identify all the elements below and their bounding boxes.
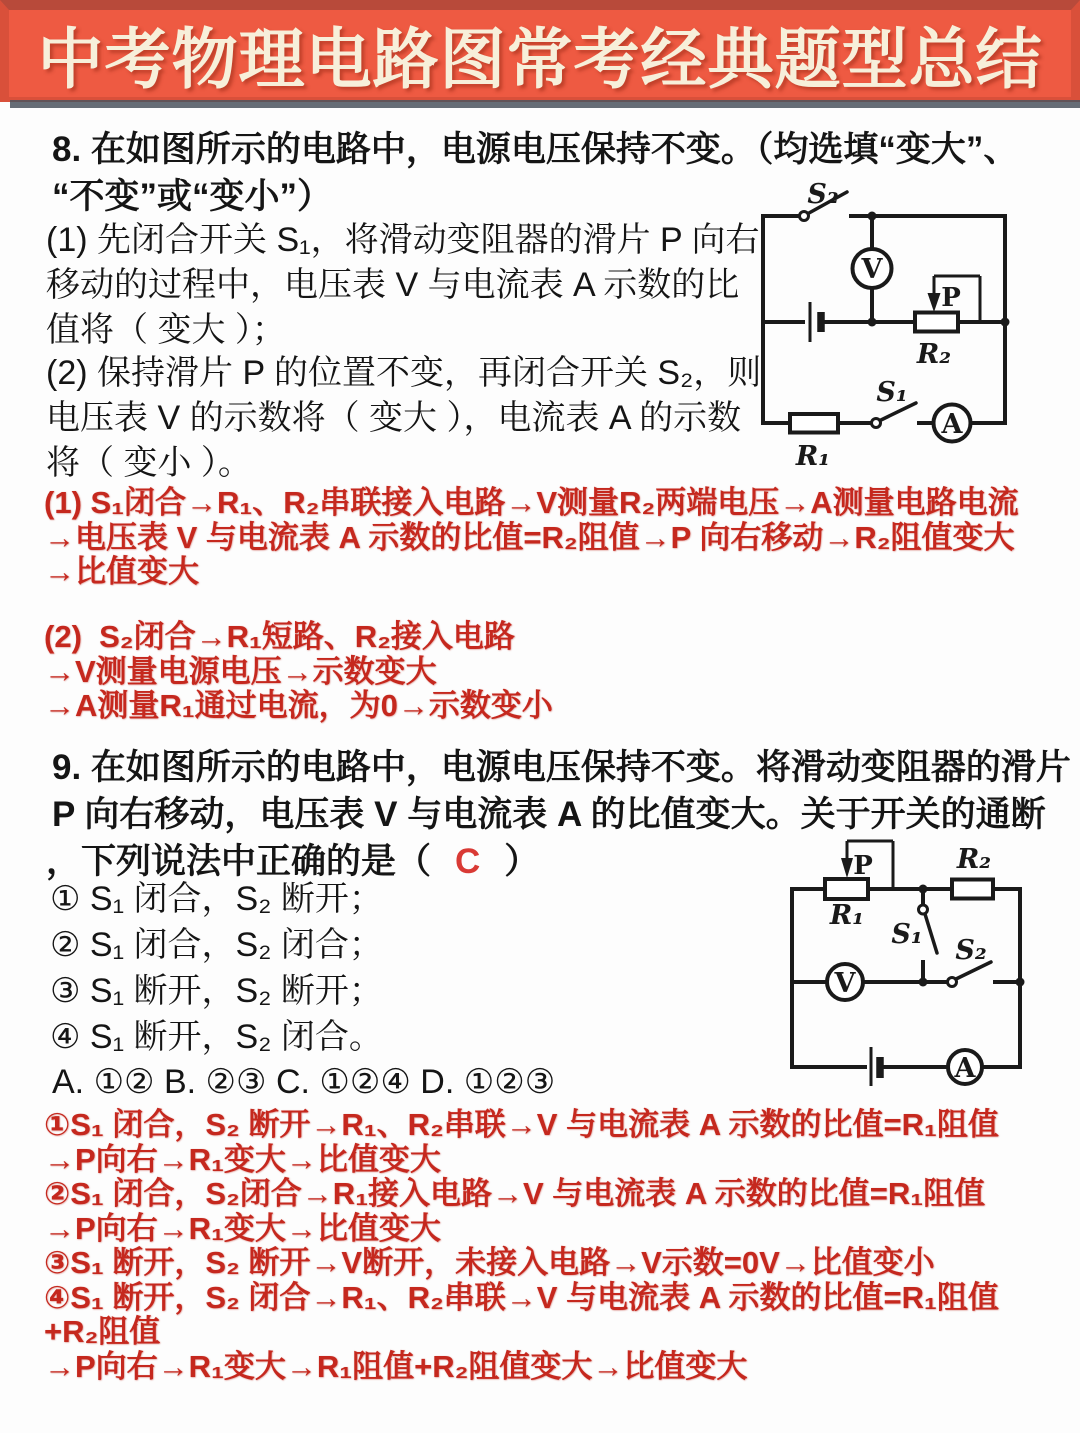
text-line: →A测量R₁通过电流，为0→示数变小: [44, 688, 553, 723]
text-line: +R₂阻值: [44, 1314, 161, 1349]
question-8-answer-2: [44, 620, 553, 724]
text-line: ③S₁ 断开，S₂ 断开→V断开，未接入电路→V示数=0V→比值变小: [44, 1245, 935, 1280]
answer-line-suffix: ）: [504, 842, 540, 881]
switch-s2-label: S₂: [955, 935, 987, 966]
text-line: 9. 在如图所示的电路中，电源电压保持不变。将滑动变阻器的滑片: [52, 748, 1071, 787]
text-line: ② S₁ 闭合，S₂ 闭合；: [50, 926, 383, 964]
switch-s1-label: S₁: [876, 377, 908, 408]
slider-p-label: P: [941, 283, 961, 313]
resistor-r1: [790, 414, 838, 433]
header-banner: [0, 0, 1080, 102]
text-line: (2) S₂闭合→R₁短路、R₂接入电路: [44, 619, 515, 654]
text-line: ②S₁ 闭合，S₂闭合→R₁接入电路→V 与电流表 A 示数的比值=R₁阻值: [44, 1176, 986, 1211]
text-line: P 向右移动，电压表 V 与电流表 A 的比值变大。关于开关的通断: [52, 795, 1046, 834]
junction-dot: [1001, 318, 1010, 327]
svg-text:V: V: [861, 254, 883, 285]
question-8-answer-1: [44, 486, 1019, 590]
voltmeter-icon: [827, 964, 863, 1000]
text-line: (2) 保持滑片 P 的位置不变，再闭合开关 S₂，则: [46, 354, 762, 392]
text-line: →电压表 V 与电流表 A 示数的比值=R₂阻值→P 向右移动→R₂阻值变大: [44, 519, 1015, 555]
text-line: →V测量电源电压→示数变大: [44, 653, 437, 689]
question-9-choices: A. ①② B. ②③ C. ①②④ D. ①②③: [52, 1063, 556, 1101]
text-line: ① S₁ 闭合，S₂ 断开；: [50, 880, 383, 918]
text-line: “不变”或“变小”）: [52, 177, 333, 216]
svg-text:A: A: [954, 1053, 976, 1084]
rheostat-r1-label: R₁: [829, 900, 865, 931]
question-8-part1: [46, 218, 760, 353]
text-line: →比值变大: [44, 554, 199, 589]
text-line: 移动的过程中，电压表 V 与电流表 A 示数的比: [46, 266, 740, 304]
resistor-r1-label: R₁: [795, 441, 831, 472]
battery-icon: [810, 302, 821, 342]
question-9-options: [50, 876, 383, 1060]
svg-text:V: V: [834, 968, 856, 999]
text-line: ③ S₁ 断开，S₂ 断开；: [50, 972, 383, 1010]
text-line: 值将（ 变大 ）；: [46, 311, 286, 349]
text-line: →P向右→R₁变大→比值变大: [44, 1141, 441, 1177]
text-line: →P向右→R₁变大→R₁阻值+R₂阻值变大→比值变大: [44, 1348, 748, 1384]
text-line: ④S₁ 断开，S₂ 闭合→R₁、R₂串联→V 与电流表 A 示数的比值=R₁阻值: [44, 1279, 999, 1315]
ammeter-icon: [934, 405, 971, 442]
text-line: (1) S₁闭合→R₁、R₂串联接入电路→V测量R₂两端电压→A测量电路电流: [44, 485, 1019, 520]
banner-shadow-strip: [10, 100, 1080, 108]
ammeter-icon: [948, 1050, 982, 1084]
voltmeter-icon: [853, 212, 892, 327]
resistor-r2: [952, 880, 993, 899]
question-8-part2: [46, 351, 761, 486]
resistor-r2-label: R₂: [956, 844, 992, 875]
answer-line-prefix: ，下列说法中正确的是（: [46, 842, 432, 881]
circuit-diagram-q9: [785, 833, 1025, 1091]
page-title: 中考物理电路图常考经典题型总结: [37, 22, 1043, 96]
text-line: →P向右→R₁变大→比值变大: [44, 1210, 441, 1246]
switch-s1-label: S₁: [891, 919, 923, 950]
battery-icon: [871, 1047, 880, 1086]
circuit-diagram-q8: [755, 165, 1017, 477]
question-9-stem: [52, 744, 1071, 838]
text-line: 电压表 V 的示数将（ 变大 ），电流表 A 的示数: [46, 399, 742, 437]
slider-p-label: P: [853, 851, 873, 881]
switch-s2-label: S₂: [807, 179, 839, 210]
text-line: ①S₁ 闭合，S₂ 断开→R₁、R₂串联→V 与电流表 A 示数的比值=R₁阻值: [44, 1107, 999, 1142]
svg-text:A: A: [941, 409, 963, 440]
question-9-answer: [44, 1108, 999, 1384]
text-line: 8. 在如图所示的电路中，电源电压保持不变。（均选填“变大”、: [52, 130, 1019, 169]
answer-letter: C: [455, 842, 481, 881]
text-line: (1) 先闭合开关 S₁，将滑动变阻器的滑片 P 向右: [46, 221, 760, 259]
text-line: ④ S₁ 断开，S₂ 闭合。: [50, 1018, 383, 1056]
rheostat-r2-label: R₂: [916, 339, 952, 370]
text-line: 将（ 变小 ）。: [46, 444, 252, 482]
